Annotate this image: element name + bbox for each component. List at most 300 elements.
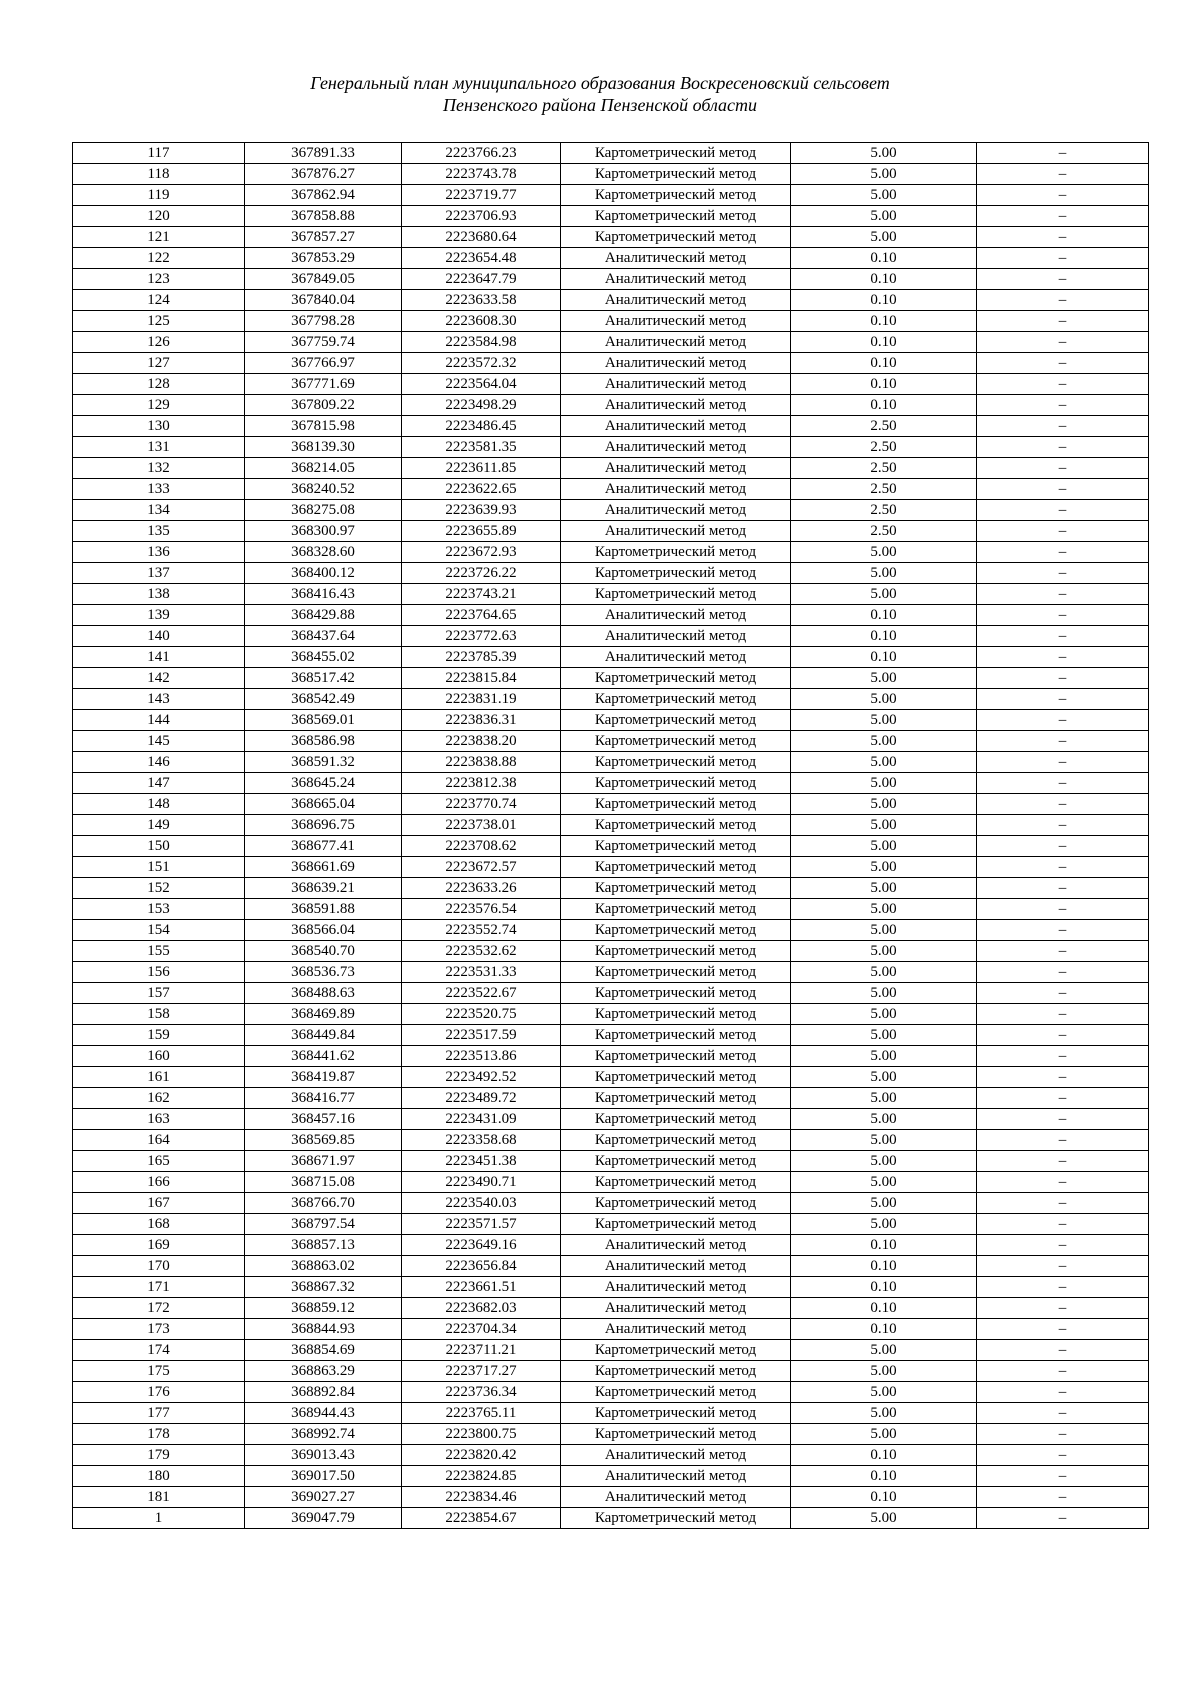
y-coordinate-cell: 2223764.65: [402, 605, 561, 626]
point-number-cell: 170: [73, 1256, 245, 1277]
accuracy-cell: 5.00: [791, 815, 977, 836]
note-cell: –: [977, 1382, 1149, 1403]
accuracy-cell: 5.00: [791, 1088, 977, 1109]
table-row: [73, 500, 1149, 521]
x-coordinate-cell: 369013.43: [245, 1445, 402, 1466]
table-row: [73, 227, 1149, 248]
y-coordinate-cell: 2223736.34: [402, 1382, 561, 1403]
point-number-cell: 151: [73, 857, 245, 878]
note-cell: –: [977, 899, 1149, 920]
method-cell: Картометрический метод: [561, 1340, 791, 1361]
method-cell: Картометрический метод: [561, 164, 791, 185]
note-cell: –: [977, 395, 1149, 416]
method-cell: Аналитический метод: [561, 395, 791, 416]
point-number-cell: 177: [73, 1403, 245, 1424]
method-cell: Аналитический метод: [561, 626, 791, 647]
table-row: [73, 458, 1149, 479]
method-cell: Картометрический метод: [561, 1067, 791, 1088]
method-cell: Картометрический метод: [561, 542, 791, 563]
accuracy-cell: 5.00: [791, 1424, 977, 1445]
method-cell: Картометрический метод: [561, 689, 791, 710]
x-coordinate-cell: 368944.43: [245, 1403, 402, 1424]
table-row: [73, 521, 1149, 542]
note-cell: –: [977, 1025, 1149, 1046]
accuracy-cell: 5.00: [791, 857, 977, 878]
method-cell: Картометрический метод: [561, 1004, 791, 1025]
note-cell: –: [977, 311, 1149, 332]
note-cell: –: [977, 374, 1149, 395]
y-coordinate-cell: 2223765.11: [402, 1403, 561, 1424]
x-coordinate-cell: 368854.69: [245, 1340, 402, 1361]
method-cell: Картометрический метод: [561, 983, 791, 1004]
table-row: [73, 1508, 1149, 1529]
accuracy-cell: 5.00: [791, 1214, 977, 1235]
y-coordinate-cell: 2223654.48: [402, 248, 561, 269]
y-coordinate-cell: 2223552.74: [402, 920, 561, 941]
accuracy-cell: 5.00: [791, 563, 977, 584]
accuracy-cell: 2.50: [791, 521, 977, 542]
x-coordinate-cell: 368139.30: [245, 437, 402, 458]
note-cell: –: [977, 458, 1149, 479]
method-cell: Аналитический метод: [561, 1445, 791, 1466]
accuracy-cell: 5.00: [791, 185, 977, 206]
point-number-cell: 167: [73, 1193, 245, 1214]
y-coordinate-cell: 2223838.20: [402, 731, 561, 752]
point-number-cell: 132: [73, 458, 245, 479]
point-number-cell: 162: [73, 1088, 245, 1109]
accuracy-cell: 0.10: [791, 374, 977, 395]
x-coordinate-cell: 367771.69: [245, 374, 402, 395]
y-coordinate-cell: 2223649.16: [402, 1235, 561, 1256]
x-coordinate-cell: 368677.41: [245, 836, 402, 857]
note-cell: –: [977, 185, 1149, 206]
x-coordinate-cell: 368536.73: [245, 962, 402, 983]
note-cell: –: [977, 1109, 1149, 1130]
x-coordinate-cell: 367759.74: [245, 332, 402, 353]
point-number-cell: 157: [73, 983, 245, 1004]
accuracy-cell: 0.10: [791, 626, 977, 647]
x-coordinate-cell: 367857.27: [245, 227, 402, 248]
note-cell: –: [977, 1361, 1149, 1382]
method-cell: Аналитический метод: [561, 416, 791, 437]
x-coordinate-cell: 368214.05: [245, 458, 402, 479]
method-cell: Аналитический метод: [561, 500, 791, 521]
table-row: [73, 710, 1149, 731]
accuracy-cell: 5.00: [791, 584, 977, 605]
method-cell: Аналитический метод: [561, 353, 791, 374]
y-coordinate-cell: 2223358.68: [402, 1130, 561, 1151]
point-number-cell: 164: [73, 1130, 245, 1151]
y-coordinate-cell: 2223492.52: [402, 1067, 561, 1088]
note-cell: –: [977, 1487, 1149, 1508]
table-row: [73, 143, 1149, 164]
point-number-cell: 166: [73, 1172, 245, 1193]
accuracy-cell: 0.10: [791, 248, 977, 269]
method-cell: Картометрический метод: [561, 773, 791, 794]
y-coordinate-cell: 2223766.23: [402, 143, 561, 164]
y-coordinate-cell: 2223661.51: [402, 1277, 561, 1298]
method-cell: Картометрический метод: [561, 1025, 791, 1046]
accuracy-cell: 0.10: [791, 1235, 977, 1256]
method-cell: Картометрический метод: [561, 563, 791, 584]
method-cell: Аналитический метод: [561, 437, 791, 458]
method-cell: Аналитический метод: [561, 332, 791, 353]
accuracy-cell: 5.00: [791, 1109, 977, 1130]
note-cell: –: [977, 1298, 1149, 1319]
method-cell: Картометрический метод: [561, 227, 791, 248]
note-cell: –: [977, 542, 1149, 563]
accuracy-cell: 2.50: [791, 458, 977, 479]
point-number-cell: 141: [73, 647, 245, 668]
point-number-cell: 169: [73, 1235, 245, 1256]
accuracy-cell: 5.00: [791, 920, 977, 941]
x-coordinate-cell: 368488.63: [245, 983, 402, 1004]
accuracy-cell: 5.00: [791, 1130, 977, 1151]
method-cell: Картометрический метод: [561, 1151, 791, 1172]
y-coordinate-cell: 2223854.67: [402, 1508, 561, 1529]
x-coordinate-cell: 367858.88: [245, 206, 402, 227]
table-row: [73, 164, 1149, 185]
table-row: [73, 1340, 1149, 1361]
table-row: [73, 1361, 1149, 1382]
y-coordinate-cell: 2223513.86: [402, 1046, 561, 1067]
y-coordinate-cell: 2223719.77: [402, 185, 561, 206]
note-cell: –: [977, 1319, 1149, 1340]
accuracy-cell: 5.00: [791, 164, 977, 185]
note-cell: –: [977, 1256, 1149, 1277]
x-coordinate-cell: 368240.52: [245, 479, 402, 500]
method-cell: Аналитический метод: [561, 1319, 791, 1340]
table-row: [73, 1382, 1149, 1403]
accuracy-cell: 5.00: [791, 1508, 977, 1529]
accuracy-cell: 5.00: [791, 710, 977, 731]
table-row: [73, 1130, 1149, 1151]
y-coordinate-cell: 2223431.09: [402, 1109, 561, 1130]
accuracy-cell: 5.00: [791, 773, 977, 794]
y-coordinate-cell: 2223584.98: [402, 332, 561, 353]
point-number-cell: 136: [73, 542, 245, 563]
note-cell: –: [977, 857, 1149, 878]
accuracy-cell: 2.50: [791, 500, 977, 521]
x-coordinate-cell: 368863.02: [245, 1256, 402, 1277]
method-cell: Картометрический метод: [561, 752, 791, 773]
y-coordinate-cell: 2223571.57: [402, 1214, 561, 1235]
x-coordinate-cell: 368542.49: [245, 689, 402, 710]
note-cell: –: [977, 1004, 1149, 1025]
point-number-cell: 176: [73, 1382, 245, 1403]
method-cell: Картометрический метод: [561, 668, 791, 689]
table-row: [73, 815, 1149, 836]
table-row: [73, 374, 1149, 395]
point-number-cell: 147: [73, 773, 245, 794]
accuracy-cell: 5.00: [791, 983, 977, 1004]
accuracy-cell: 0.10: [791, 1256, 977, 1277]
x-coordinate-cell: 368441.62: [245, 1046, 402, 1067]
y-coordinate-cell: 2223531.33: [402, 962, 561, 983]
point-number-cell: 118: [73, 164, 245, 185]
x-coordinate-cell: 368540.70: [245, 941, 402, 962]
note-cell: –: [977, 815, 1149, 836]
table-row: [73, 1067, 1149, 1088]
y-coordinate-cell: 2223812.38: [402, 773, 561, 794]
y-coordinate-cell: 2223517.59: [402, 1025, 561, 1046]
x-coordinate-cell: 368715.08: [245, 1172, 402, 1193]
table-row: [73, 542, 1149, 563]
method-cell: Аналитический метод: [561, 1487, 791, 1508]
accuracy-cell: 5.00: [791, 542, 977, 563]
table-row: [73, 752, 1149, 773]
accuracy-cell: 0.10: [791, 1277, 977, 1298]
note-cell: –: [977, 1508, 1149, 1529]
note-cell: –: [977, 626, 1149, 647]
accuracy-cell: 0.10: [791, 395, 977, 416]
accuracy-cell: 0.10: [791, 647, 977, 668]
x-coordinate-cell: 368766.70: [245, 1193, 402, 1214]
point-number-cell: 181: [73, 1487, 245, 1508]
accuracy-cell: 5.00: [791, 941, 977, 962]
table-row: [73, 584, 1149, 605]
note-cell: –: [977, 773, 1149, 794]
point-number-cell: 125: [73, 311, 245, 332]
y-coordinate-cell: 2223489.72: [402, 1088, 561, 1109]
accuracy-cell: 5.00: [791, 143, 977, 164]
table-row: [73, 332, 1149, 353]
table-row: [73, 941, 1149, 962]
y-coordinate-cell: 2223838.88: [402, 752, 561, 773]
table-row: [73, 269, 1149, 290]
method-cell: Аналитический метод: [561, 647, 791, 668]
x-coordinate-cell: 367862.94: [245, 185, 402, 206]
y-coordinate-cell: 2223831.19: [402, 689, 561, 710]
note-cell: –: [977, 227, 1149, 248]
accuracy-cell: 5.00: [791, 1361, 977, 1382]
note-cell: –: [977, 1088, 1149, 1109]
point-number-cell: 156: [73, 962, 245, 983]
x-coordinate-cell: 368419.87: [245, 1067, 402, 1088]
table-row: [73, 206, 1149, 227]
y-coordinate-cell: 2223820.42: [402, 1445, 561, 1466]
note-cell: –: [977, 206, 1149, 227]
point-number-cell: 127: [73, 353, 245, 374]
header-title-line-2: Пензенского района Пензенской области: [442, 95, 758, 115]
table-row: [73, 1235, 1149, 1256]
method-cell: Картометрический метод: [561, 731, 791, 752]
table-row: [73, 1004, 1149, 1025]
x-coordinate-cell: 368566.04: [245, 920, 402, 941]
method-cell: Аналитический метод: [561, 605, 791, 626]
accuracy-cell: 5.00: [791, 1340, 977, 1361]
accuracy-cell: 0.10: [791, 332, 977, 353]
table-row: [73, 1151, 1149, 1172]
method-cell: Картометрический метод: [561, 962, 791, 983]
note-cell: –: [977, 143, 1149, 164]
x-coordinate-cell: 368863.29: [245, 1361, 402, 1382]
point-number-cell: 160: [73, 1046, 245, 1067]
point-number-cell: 123: [73, 269, 245, 290]
accuracy-cell: 5.00: [791, 1067, 977, 1088]
point-number-cell: 126: [73, 332, 245, 353]
x-coordinate-cell: 367840.04: [245, 290, 402, 311]
point-number-cell: 161: [73, 1067, 245, 1088]
table-row: [73, 605, 1149, 626]
y-coordinate-cell: 2223672.93: [402, 542, 561, 563]
method-cell: Аналитический метод: [561, 290, 791, 311]
table-row: [73, 479, 1149, 500]
x-coordinate-cell: 369027.27: [245, 1487, 402, 1508]
point-number-cell: 119: [73, 185, 245, 206]
point-number-cell: 1: [73, 1508, 245, 1529]
y-coordinate-cell: 2223800.75: [402, 1424, 561, 1445]
x-coordinate-cell: 368639.21: [245, 878, 402, 899]
point-number-cell: 138: [73, 584, 245, 605]
method-cell: Картометрический метод: [561, 206, 791, 227]
method-cell: Аналитический метод: [561, 521, 791, 542]
note-cell: –: [977, 353, 1149, 374]
coordinates-table-body: [73, 143, 1149, 1529]
method-cell: Аналитический метод: [561, 1235, 791, 1256]
table-row: [73, 668, 1149, 689]
accuracy-cell: 5.00: [791, 752, 977, 773]
x-coordinate-cell: 368857.13: [245, 1235, 402, 1256]
accuracy-cell: 5.00: [791, 731, 977, 752]
y-coordinate-cell: 2223682.03: [402, 1298, 561, 1319]
note-cell: –: [977, 1172, 1149, 1193]
method-cell: Картометрический метод: [561, 185, 791, 206]
method-cell: Картометрический метод: [561, 1424, 791, 1445]
y-coordinate-cell: 2223680.64: [402, 227, 561, 248]
table-row: [73, 878, 1149, 899]
y-coordinate-cell: 2223815.84: [402, 668, 561, 689]
method-cell: Картометрический метод: [561, 584, 791, 605]
table-row: [73, 1046, 1149, 1067]
accuracy-cell: 0.10: [791, 1487, 977, 1508]
table-row: [73, 983, 1149, 1004]
point-number-cell: 179: [73, 1445, 245, 1466]
y-coordinate-cell: 2223520.75: [402, 1004, 561, 1025]
x-coordinate-cell: 368665.04: [245, 794, 402, 815]
y-coordinate-cell: 2223708.62: [402, 836, 561, 857]
y-coordinate-cell: 2223608.30: [402, 311, 561, 332]
y-coordinate-cell: 2223836.31: [402, 710, 561, 731]
x-coordinate-cell: 368275.08: [245, 500, 402, 521]
table-row: [73, 689, 1149, 710]
y-coordinate-cell: 2223622.65: [402, 479, 561, 500]
x-coordinate-cell: 368661.69: [245, 857, 402, 878]
y-coordinate-cell: 2223672.57: [402, 857, 561, 878]
x-coordinate-cell: 368569.85: [245, 1130, 402, 1151]
y-coordinate-cell: 2223711.21: [402, 1340, 561, 1361]
y-coordinate-cell: 2223655.89: [402, 521, 561, 542]
point-number-cell: 129: [73, 395, 245, 416]
note-cell: –: [977, 794, 1149, 815]
note-cell: –: [977, 437, 1149, 458]
note-cell: –: [977, 1235, 1149, 1256]
y-coordinate-cell: 2223717.27: [402, 1361, 561, 1382]
y-coordinate-cell: 2223824.85: [402, 1466, 561, 1487]
method-cell: Картометрический метод: [561, 878, 791, 899]
point-number-cell: 159: [73, 1025, 245, 1046]
x-coordinate-cell: 367849.05: [245, 269, 402, 290]
table-row: [73, 836, 1149, 857]
x-coordinate-cell: 368569.01: [245, 710, 402, 731]
note-cell: –: [977, 1277, 1149, 1298]
y-coordinate-cell: 2223639.93: [402, 500, 561, 521]
table-row: [73, 1277, 1149, 1298]
y-coordinate-cell: 2223656.84: [402, 1256, 561, 1277]
x-coordinate-cell: 368449.84: [245, 1025, 402, 1046]
note-cell: –: [977, 1067, 1149, 1088]
table-row: [73, 1256, 1149, 1277]
x-coordinate-cell: 368429.88: [245, 605, 402, 626]
accuracy-cell: 0.10: [791, 1445, 977, 1466]
x-coordinate-cell: 367809.22: [245, 395, 402, 416]
y-coordinate-cell: 2223576.54: [402, 899, 561, 920]
x-coordinate-cell: 369017.50: [245, 1466, 402, 1487]
method-cell: Картометрический метод: [561, 1130, 791, 1151]
x-coordinate-cell: 368992.74: [245, 1424, 402, 1445]
accuracy-cell: 5.00: [791, 668, 977, 689]
accuracy-cell: 0.10: [791, 1466, 977, 1487]
x-coordinate-cell: 367891.33: [245, 143, 402, 164]
x-coordinate-cell: 368517.42: [245, 668, 402, 689]
point-number-cell: 137: [73, 563, 245, 584]
coordinates-table: [72, 142, 1149, 1529]
method-cell: Аналитический метод: [561, 269, 791, 290]
table-row: [73, 857, 1149, 878]
point-number-cell: 165: [73, 1151, 245, 1172]
y-coordinate-cell: 2223611.85: [402, 458, 561, 479]
table-row: [73, 311, 1149, 332]
table-row: [73, 647, 1149, 668]
method-cell: Аналитический метод: [561, 458, 791, 479]
note-cell: –: [977, 983, 1149, 1004]
y-coordinate-cell: 2223451.38: [402, 1151, 561, 1172]
note-cell: –: [977, 605, 1149, 626]
y-coordinate-cell: 2223770.74: [402, 794, 561, 815]
table-row: [73, 395, 1149, 416]
table-row: [73, 1487, 1149, 1508]
method-cell: Аналитический метод: [561, 311, 791, 332]
table-row: [73, 185, 1149, 206]
y-coordinate-cell: 2223572.32: [402, 353, 561, 374]
method-cell: Картометрический метод: [561, 1403, 791, 1424]
note-cell: –: [977, 479, 1149, 500]
accuracy-cell: 5.00: [791, 1004, 977, 1025]
method-cell: Картометрический метод: [561, 710, 791, 731]
note-cell: –: [977, 1193, 1149, 1214]
accuracy-cell: 5.00: [791, 1382, 977, 1403]
point-number-cell: 149: [73, 815, 245, 836]
note-cell: –: [977, 731, 1149, 752]
x-coordinate-cell: 368844.93: [245, 1319, 402, 1340]
point-number-cell: 139: [73, 605, 245, 626]
note-cell: –: [977, 1445, 1149, 1466]
note-cell: –: [977, 836, 1149, 857]
accuracy-cell: 5.00: [791, 1403, 977, 1424]
table-row: [73, 437, 1149, 458]
table-row: [73, 1424, 1149, 1445]
point-number-cell: 152: [73, 878, 245, 899]
accuracy-cell: 5.00: [791, 1046, 977, 1067]
method-cell: Картометрический метод: [561, 1172, 791, 1193]
method-cell: Картометрический метод: [561, 1193, 791, 1214]
method-cell: Аналитический метод: [561, 1256, 791, 1277]
table-row: [73, 899, 1149, 920]
note-cell: –: [977, 689, 1149, 710]
accuracy-cell: 0.10: [791, 311, 977, 332]
method-cell: Картометрический метод: [561, 920, 791, 941]
note-cell: –: [977, 1340, 1149, 1361]
